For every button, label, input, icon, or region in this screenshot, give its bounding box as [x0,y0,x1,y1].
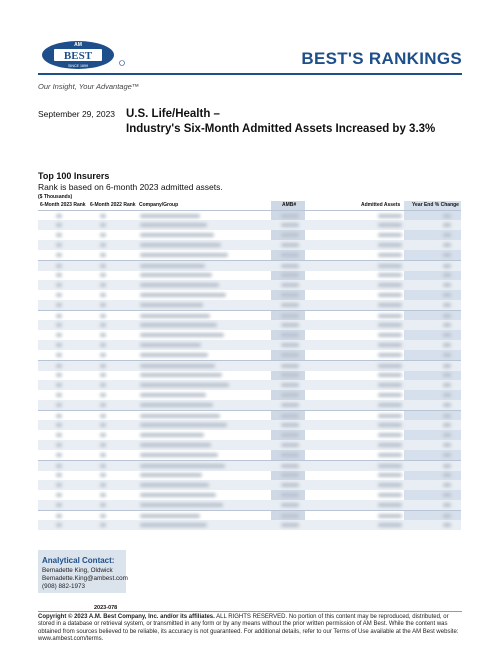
blurred-cell [56,473,62,477]
blurred-cell [378,333,402,337]
blurred-cell [378,483,402,487]
report-code: 2023-078 [94,605,118,611]
blurred-cell [281,453,299,457]
blurred-cell [100,423,106,427]
blurred-cell [100,383,106,387]
col-header-change: Year End % Change [412,202,459,208]
blurred-cell [378,393,402,397]
blurred-cell [100,373,106,377]
table-row [38,420,461,430]
blurred-cell [100,493,106,497]
blurred-cell [281,514,299,518]
blurred-cell [100,453,106,457]
blurred-cell [281,314,299,318]
blurred-cell [140,283,219,287]
blurred-cell [378,364,402,368]
blurred-cell [443,493,451,497]
blurred-cell [378,433,402,437]
copyright-body: ALL RIGHTS RESERVED. No portion of this content may be reproduced, distributed, or stored in a database or retrieval system, or transmitted in any form or by any means without the prior written permission of AM Best. While the content was obtained from sources believed to be reliable, its accuracy is not guaranteed. For additional details, refer to our Terms of Use available at the AM Best website: www.ambest.com/terms. [38,614,459,643]
copyright-notice [38,614,463,644]
blurred-cell [140,403,213,407]
table-row [38,300,461,310]
blurred-cell [443,273,451,277]
blurred-cell [56,464,62,468]
headline-line-1: U.S. Life/Health – [126,108,220,120]
header-divider [38,73,462,75]
blurred-cell [140,473,202,477]
blurred-cell [281,223,299,227]
blurred-cell [443,253,451,257]
blurred-cell [443,453,451,457]
table-row [38,220,461,230]
blurred-cell [443,214,451,218]
blurred-cell [56,483,62,487]
table-row [38,500,461,510]
table-row [38,270,461,280]
blurred-cell [100,473,106,477]
blurred-cell [56,443,62,447]
logo-since: SINCE 1899 [68,64,88,68]
blurred-cell [140,423,227,427]
blurred-cell [443,473,451,477]
blurred-cell [100,403,106,407]
blurred-cell [443,423,451,427]
blurred-cell [281,214,299,218]
blurred-cell [140,514,200,518]
blurred-cell [378,523,402,527]
blurred-cell [281,523,299,527]
blurred-cell [140,464,225,468]
blurred-cell [378,353,402,357]
blurred-cell [56,214,62,218]
blurred-cell [443,303,451,307]
blurred-cell [140,443,211,447]
table-row [38,440,461,450]
blurred-cell [100,264,106,268]
blurred-cell [140,253,228,257]
table-row [38,340,461,350]
table-row [38,350,461,360]
contact-heading: Analytical Contact: [42,556,115,565]
blurred-cell [100,353,106,357]
blurred-cell [281,433,299,437]
table-row [38,470,461,480]
table-row [38,230,461,240]
footer-divider [38,611,462,612]
table-row [38,380,461,390]
blurred-cell [378,264,402,268]
blurred-cell [443,514,451,518]
blurred-cell [100,414,106,418]
blurred-cell [100,223,106,227]
blurred-cell [56,393,62,397]
copyright-bold: Copyright © 2023 A.M. Best Company, Inc. and/or its affiliates. [38,614,215,620]
blurred-cell [56,414,62,418]
blurred-cell [443,223,451,227]
blurred-cell [100,393,106,397]
blurred-cell [100,483,106,487]
blurred-cell [443,264,451,268]
blurred-cell [281,414,299,418]
blurred-cell [443,383,451,387]
blurred-cell [378,253,402,257]
section-title: Top 100 Insurers [38,171,110,181]
blurred-cell [140,383,229,387]
col-header-rank-2023: 6-Month 2023 Rank [40,202,86,208]
table-row [38,280,461,290]
section-subtitle: Rank is based on 6-month 2023 admitted assets. [38,182,223,192]
col-header-admitted-assets: Admitted Assets [361,202,401,208]
headline-line-2: Industry's Six-Month Admitted Assets Increased by 3.3% [126,123,436,135]
blurred-cell [378,223,402,227]
blurred-cell [56,273,62,277]
blurred-cell [281,503,299,507]
blurred-cell [281,364,299,368]
blurred-cell [443,523,451,527]
blurred-cell [56,223,62,227]
blurred-cell [378,214,402,218]
blurred-cell [56,493,62,497]
blurred-cell [56,403,62,407]
blurred-cell [443,483,451,487]
blurred-cell [281,273,299,277]
blurred-cell [56,523,62,527]
blurred-cell [281,323,299,327]
blurred-cell [140,393,206,397]
contact-email: Bernadette.King@ambest.com [42,575,128,582]
blurred-cell [100,303,106,307]
blurred-cell [281,373,299,377]
blurred-cell [140,233,214,237]
am-best-logo [40,36,130,72]
blurred-cell [443,283,451,287]
blurred-cell [100,364,106,368]
blurred-cell [443,373,451,377]
blurred-cell [56,264,62,268]
blurred-cell [56,383,62,387]
blurred-cell [100,273,106,277]
blurred-cell [100,333,106,337]
blurred-cell [443,323,451,327]
blurred-cell [56,293,62,297]
col-header-rank-2022: 6-Month 2022 Rank [90,202,136,208]
blurred-cell [281,483,299,487]
blurred-cell [56,423,62,427]
table-row [38,240,461,250]
blurred-cell [140,314,210,318]
table-row [38,370,461,380]
blurred-cell [378,243,402,247]
blurred-cell [443,414,451,418]
blurred-cell [378,493,402,497]
blurred-cell [140,214,200,218]
logo-am: AM [74,42,82,48]
blurred-cell [56,314,62,318]
blurred-cell [56,373,62,377]
blurred-cell [140,453,218,457]
blurred-cell [56,514,62,518]
blurred-cell [56,453,62,457]
blurred-cell [140,414,220,418]
report-date: September 29, 2023 [38,109,116,119]
rankings-table [38,201,461,527]
tagline: Our Insight, Your Advantage™ [38,82,140,91]
blurred-cell [140,523,207,527]
blurred-cell [56,243,62,247]
blurred-cell [443,233,451,237]
blurred-cell [140,343,201,347]
blurred-cell [443,353,451,357]
blurred-cell [378,233,402,237]
blurred-cell [378,473,402,477]
blurred-cell [100,314,106,318]
blurred-cell [281,493,299,497]
blurred-cell [378,383,402,387]
table-row [38,390,461,400]
blurred-cell [443,314,451,318]
blurred-cell [140,353,208,357]
table-row [38,520,461,530]
blurred-cell [378,303,402,307]
blurred-cell [281,243,299,247]
blurred-cell [100,433,106,437]
blurred-cell [443,403,451,407]
blurred-cell [281,293,299,297]
blurred-cell [56,303,62,307]
blurred-cell [56,364,62,368]
blurred-cell [281,264,299,268]
blurred-cell [443,333,451,337]
blurred-cell [140,503,223,507]
blurred-cell [56,343,62,347]
blurred-cell [56,333,62,337]
blurred-cell [140,273,212,277]
blurred-cell [378,414,402,418]
blurred-cell [56,253,62,257]
blurred-cell [140,433,204,437]
table-row [38,290,461,300]
blurred-cell [443,503,451,507]
col-header-amb: AMB# [282,202,297,208]
blurred-cell [56,323,62,327]
blurred-cell [100,283,106,287]
blurred-cell [140,223,207,227]
blurred-cell [140,264,205,268]
blurred-cell [281,473,299,477]
blurred-cell [100,523,106,527]
blurred-cell [378,464,402,468]
table-row [38,330,461,340]
blurred-cell [378,453,402,457]
brand-title: BEST'S RANKINGS [301,49,462,68]
blurred-cell [56,503,62,507]
blurred-cell [378,423,402,427]
blurred-cell [56,283,62,287]
table-row [38,400,461,410]
blurred-cell [378,443,402,447]
blurred-cell [140,243,221,247]
blurred-cell [140,323,217,327]
blurred-cell [140,293,226,297]
units-note: ($ Thousands) [38,194,73,200]
blurred-cell [140,333,224,337]
table-row [38,430,461,440]
blurred-cell [378,273,402,277]
blurred-cell [281,393,299,397]
blurred-cell [140,364,215,368]
blurred-cell [100,343,106,347]
blurred-cell [378,293,402,297]
blurred-cell [100,214,106,218]
blurred-cell [281,253,299,257]
contact-phone: (908) 882-1973 [42,583,86,590]
blurred-cell [281,464,299,468]
blurred-cell [443,343,451,347]
blurred-cell [56,353,62,357]
blurred-cell [281,283,299,287]
blurred-cell [100,293,106,297]
blurred-cell [281,383,299,387]
blurred-cell [100,233,106,237]
col-header-company: Company/Group [139,202,179,208]
blurred-cell [100,503,106,507]
blurred-cell [443,464,451,468]
blurred-cell [281,233,299,237]
table-row [38,490,461,500]
table-row [38,250,461,260]
blurred-cell [281,443,299,447]
logo-wordmark: BEST [63,50,93,62]
blurred-cell [443,443,451,447]
table-row [38,450,461,460]
blurred-cell [281,343,299,347]
blurred-cell [378,503,402,507]
blurred-cell [100,253,106,257]
blurred-cell [281,333,299,337]
blurred-cell [378,403,402,407]
blurred-cell [443,393,451,397]
blurred-cell [378,314,402,318]
blurred-cell [443,433,451,437]
blurred-cell [281,303,299,307]
blurred-cell [100,464,106,468]
blurred-cell [140,303,203,307]
blurred-cell [378,323,402,327]
blurred-cell [443,243,451,247]
blurred-cell [378,373,402,377]
blurred-cell [56,233,62,237]
blurred-cell [100,243,106,247]
blurred-cell [281,403,299,407]
blurred-cell [56,433,62,437]
blurred-cell [100,323,106,327]
blurred-cell [140,373,222,377]
blurred-cell [100,514,106,518]
blurred-cell [140,483,209,487]
table-row [38,320,461,330]
blurred-cell [378,343,402,347]
contact-name: Bernadette King, Oldwick [42,567,113,574]
headline [126,107,435,137]
table-row [38,480,461,490]
blurred-cell [443,293,451,297]
blurred-cell [100,443,106,447]
blurred-cell [378,514,402,518]
blurred-cell [281,353,299,357]
blurred-cell [140,493,216,497]
blurred-cell [378,283,402,287]
blurred-cell [281,423,299,427]
blurred-cell [443,364,451,368]
